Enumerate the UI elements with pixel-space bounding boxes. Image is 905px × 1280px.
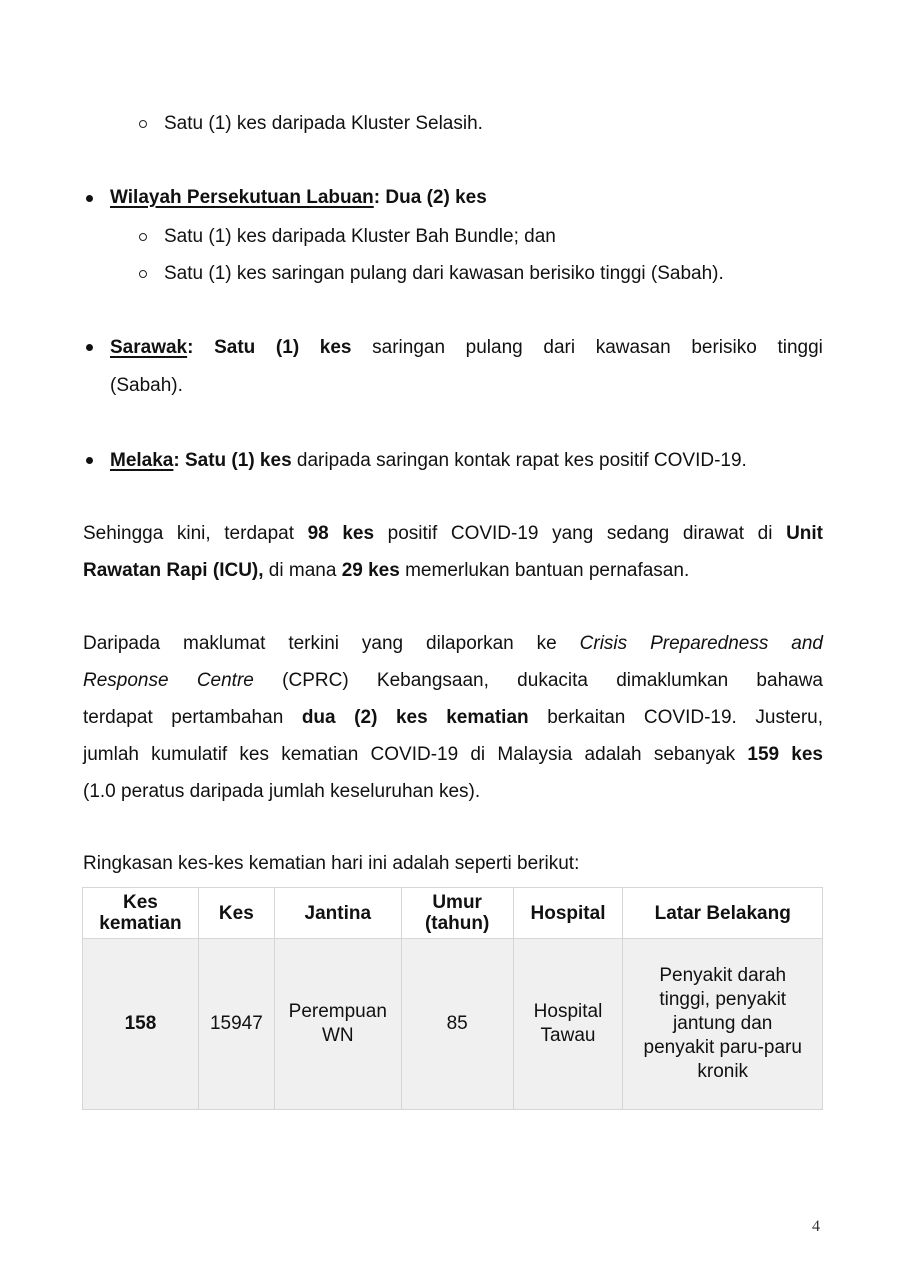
list-item-labuan-sub-2: Satu (1) kes saringan pulang dari kawasan berisiko tinggi (Sabah). <box>164 263 724 284</box>
state-name-sarawak: Sarawak <box>110 337 188 358</box>
state-name-melaka: Melaka <box>110 450 174 471</box>
page-number: 4 <box>812 1218 820 1235</box>
table-header-row <box>83 888 823 939</box>
header-hospital: Hospital <box>513 888 623 939</box>
summary-intro: Ringkasan kes-kes kematian hari ini adalah seperti berikut: <box>83 853 580 874</box>
header-kes: Kes <box>198 888 274 939</box>
bullet-icon <box>86 195 93 202</box>
death-paragraph-line-2: Response Centre (CPRC) Kebangsaan, dukacita dimaklumkan bahawa <box>83 670 823 691</box>
bullet-icon <box>86 457 93 464</box>
header-kes-kematian: Kes kematian <box>83 888 199 939</box>
list-item-labuan: Wilayah Persekutuan Labuan: Dua (2) kes <box>110 187 487 208</box>
sub-bullet-icon <box>139 233 147 241</box>
death-paragraph-line-1: Daripada maklumat terkini yang dilaporkan ke Crisis Preparedness and <box>83 633 823 654</box>
cell-kes-kematian: 158 <box>83 939 199 1110</box>
death-paragraph-line-4: jumlah kumulatif kes kematian COVID-19 di Malaysia adalah sebanyak 159 kes <box>83 744 823 765</box>
bullet-icon <box>86 344 93 351</box>
icu-case-count: 98 kes <box>307 523 375 544</box>
icu-paragraph-line-1: Sehingga kini, terdapat 98 kes positif COVID-19 yang sedang dirawat di Unit <box>83 523 823 544</box>
table-row <box>83 939 823 1110</box>
ventilator-case-count: 29 kes <box>341 560 400 581</box>
cell-hospital: Hospital Tawau <box>513 939 623 1110</box>
list-item-melaka: Melaka: Satu (1) kes daripada saringan kontak rapat kes positif COVID-19. <box>110 450 747 471</box>
cell-latar-belakang: Penyakit darah tinggi, penyakit jantung dan penyakit paru-paru kronik <box>623 939 823 1110</box>
list-item-sarawak-continued: (Sabah). <box>110 375 183 396</box>
deaths-table <box>82 887 823 1110</box>
case-count-labuan: Dua (2) kes <box>380 187 487 208</box>
cumulative-death-count: 159 kes <box>747 744 823 765</box>
cell-jantina: Perempuan WN <box>274 939 401 1110</box>
list-item-sarawak: Sarawak: Satu (1) kes saringan pulang dari kawasan berisiko tinggi <box>110 337 823 358</box>
header-umur: Umur (tahun) <box>401 888 513 939</box>
sub-bullet-icon <box>139 120 147 128</box>
state-name-labuan: Wilayah Persekutuan Labuan <box>110 187 374 208</box>
cell-kes: 15947 <box>198 939 274 1110</box>
new-death-count: dua (2) kes kematian <box>301 707 529 728</box>
sub-bullet-icon <box>139 270 147 278</box>
header-latar-belakang: Latar Belakang <box>623 888 823 939</box>
list-item-selasih: Satu (1) kes daripada Kluster Selasih. <box>164 113 483 134</box>
death-paragraph-line-5: (1.0 peratus daripada jumlah keseluruhan kes). <box>83 781 481 802</box>
icu-paragraph-line-2: Rawatan Rapi (ICU), di mana 29 kes memerlukan bantuan pernafasan. <box>83 560 690 581</box>
header-jantina: Jantina <box>274 888 401 939</box>
cell-umur: 85 <box>401 939 513 1110</box>
list-item-labuan-sub-1: Satu (1) kes daripada Kluster Bah Bundle; dan <box>164 226 556 247</box>
death-paragraph-line-3: terdapat pertambahan dua (2) kes kematian berkaitan COVID-19. Justeru, <box>83 707 823 728</box>
